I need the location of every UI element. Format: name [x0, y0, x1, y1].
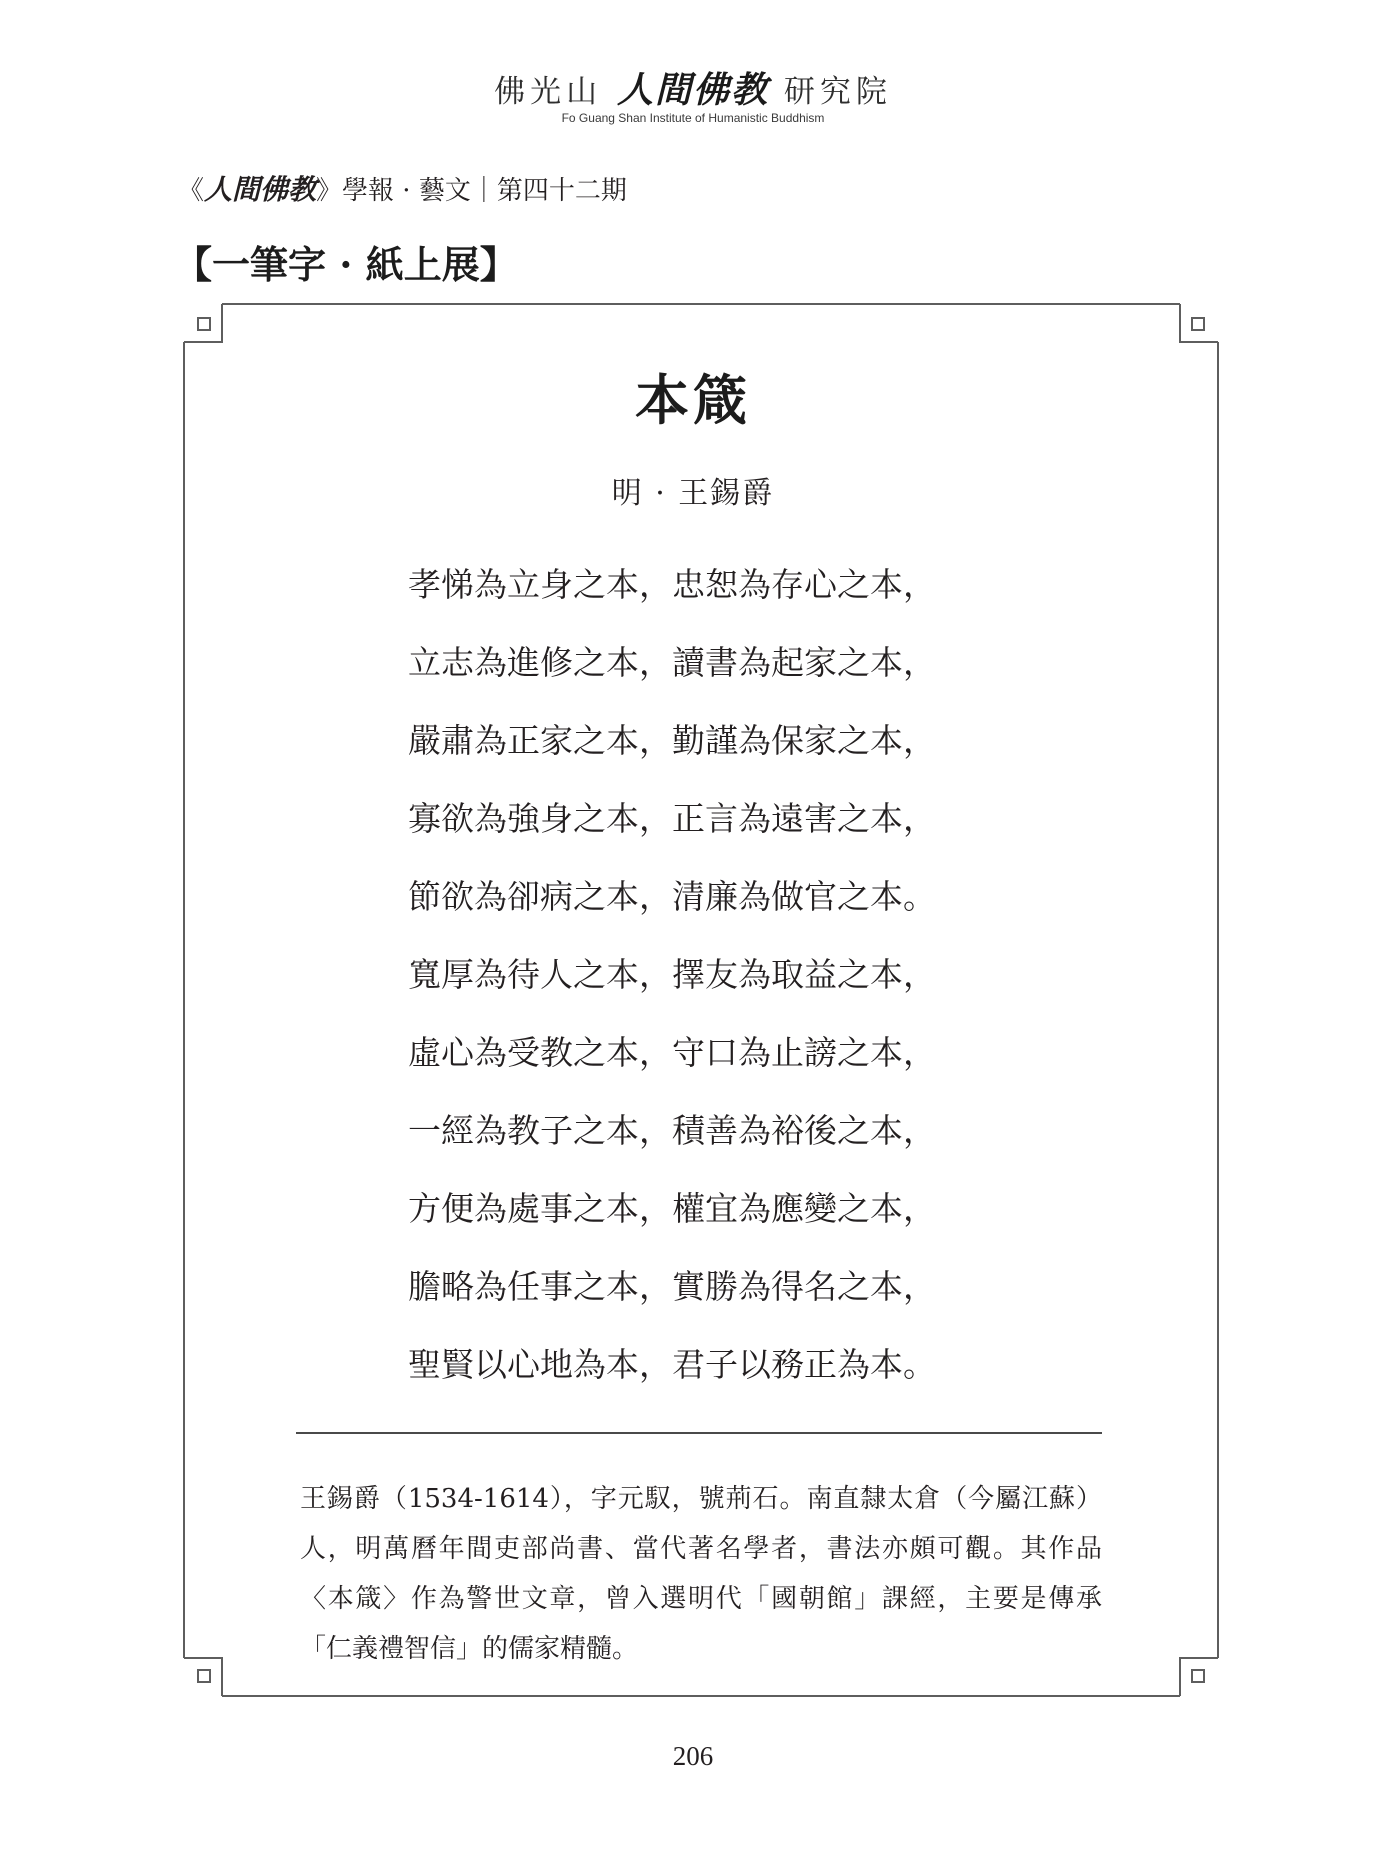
- poem-line: 嚴肅為正家之本，勤謹為保家之本，: [408, 721, 936, 760]
- author-bio: 王錫爵（1534-1614），字元馭，號荊石。南直隸太倉（今屬江蘇）人，明萬曆年間吏部尚書、當代著名學者，書法亦頗可觀。其作品〈本箴〉作為警世文章，曾入選明代「國朝館」課經，主要是傳承「仁義禮智信」的儒家精髓。: [300, 1484, 1102, 1664]
- institute-brand-logo: 人間佛教: [616, 70, 769, 111]
- journal-close-bracket: 》: [316, 176, 343, 206]
- institute-name-left: 佛光山: [494, 74, 603, 110]
- journal-brand: 人間佛教: [204, 173, 317, 206]
- poem-line: 孝悌為立身之本，忠恕為存心之本，: [408, 565, 936, 604]
- poem-line: 節欲為卻病之本，清廉為做官之本。: [408, 877, 936, 916]
- section-title: 【一筆字 · 紙上展】: [174, 242, 518, 287]
- poem-line: 聖賢以心地為本，君子以務正為本。: [408, 1345, 936, 1384]
- divider: [296, 1432, 1102, 1434]
- journal-issue: 學報 · 藝文｜第四十二期: [342, 176, 627, 206]
- poem-line: 膽略為任事之本，實勝為得名之本，: [408, 1267, 936, 1306]
- poem-title: 本箴: [635, 368, 751, 432]
- poem-line: 一經為教子之本，積善為裕後之本，: [408, 1111, 936, 1150]
- poem-line: 寡欲為強身之本，正言為遠害之本，: [408, 799, 936, 838]
- poem-line: 虛心為受教之本，守口為止謗之本，: [408, 1033, 936, 1072]
- poem-line: 立志為進修之本，讀書為起家之本，: [408, 643, 936, 682]
- poem-body: [408, 560, 1028, 1418]
- poem-line: 寬厚為待人之本，擇友為取益之本，: [408, 955, 936, 994]
- institute-name-right: 研究院: [783, 74, 892, 110]
- page-number: 206: [672, 1741, 714, 1771]
- poem-author: 明 · 王錫爵: [611, 476, 775, 511]
- poem-line: 方便為處事之本，權宜為應變之本，: [408, 1189, 936, 1228]
- journal-open-bracket: 《: [178, 176, 205, 206]
- institute-name-english: Fo Guang Shan Institute of Humanistic Buddhism: [561, 111, 825, 125]
